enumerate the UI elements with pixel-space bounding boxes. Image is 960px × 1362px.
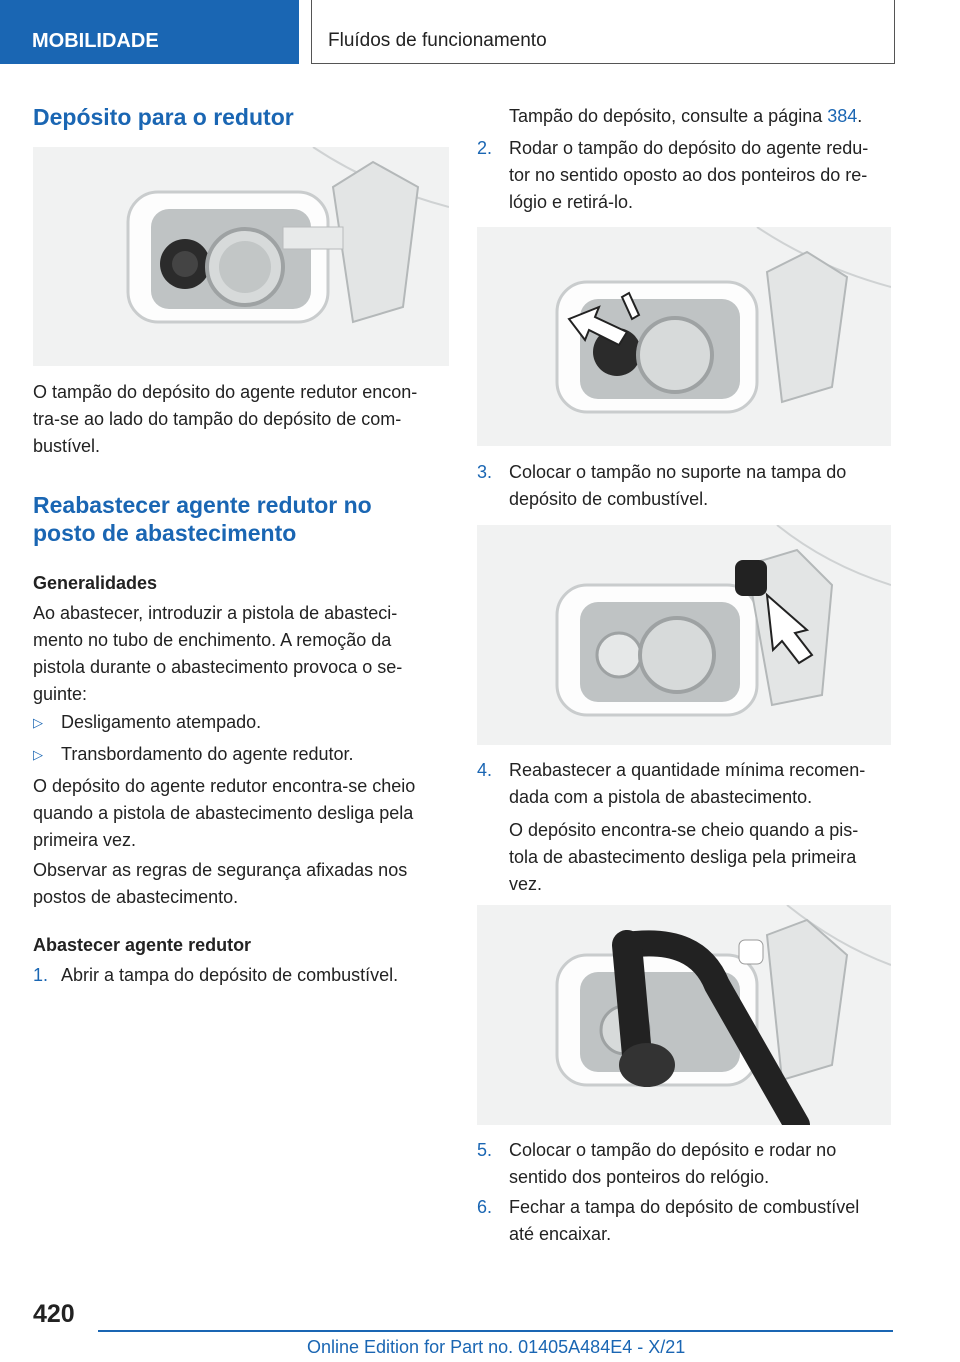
figure-cap-holder: [477, 525, 891, 745]
paragraph-cap-location: O tampão do depósito do agente redutor encon- tra-se ao lado do tampão do depósito de com- bustível.: [33, 382, 418, 456]
heading-reducer-tank: Depósito para o redutor: [33, 104, 294, 130]
section-title: MOBILIDADE: [0, 0, 299, 64]
page-header: [0, 0, 960, 66]
paragraph-refuel-general: Ao abastecer, introduzir a pistola de abasteci- mento no tubo de enchimento. A remoção da pistola durante o abastecimento provoca o se- guinte:: [33, 603, 403, 704]
paragraph-safety-rules: Observar as regras de segurança afixadas nos postos de abastecimento.: [33, 860, 408, 907]
page-number: 420: [33, 1300, 75, 1328]
list-item: ▷ Transbordamento do agente redutor.: [33, 741, 449, 768]
list-item: ▷ Desligamento atempado.: [33, 709, 449, 736]
subheading-refuel-reducer: Abastecer agente redutor: [33, 935, 252, 955]
subheading-general: Generalidades: [33, 573, 158, 593]
chapter-title: Fluídos de funcionamento: [311, 0, 895, 64]
step-4: 4. Reabastecer a quantidade mínima recomen- dada com a pistola de abastecimento.: [477, 760, 866, 807]
figure-refuel-nozzle: [477, 905, 891, 1125]
bullet-triangle-icon: ▷: [33, 715, 43, 730]
step-1: 1. Abrir a tampa do depósito de combustível.: [33, 965, 399, 985]
figure-fuel-flap-caps: [33, 147, 449, 366]
footer-divider: [98, 1330, 893, 1332]
paragraph-tank-full: O depósito do agente redutor encontra-se cheio quando a pistola de abastecimento desliga pela primeira vez.: [33, 776, 416, 850]
heading-refuel-station: Reabastecer agente redutor no posto de abastecimento: [33, 492, 372, 546]
figure-turn-cap: [477, 227, 891, 446]
page-link[interactable]: 384: [827, 106, 858, 126]
bullet-triangle-icon: ▷: [33, 747, 43, 762]
footer-edition: Online Edition for Part no. 01405A484E4 - X/21: [307, 1337, 686, 1357]
step-1-continuation: Tampão do depósito, consulte a página 384.: [509, 106, 863, 126]
step-6: 6. Fechar a tampa do depósito de combustível até encaixar.: [477, 1197, 860, 1244]
step-5: 5. Colocar o tampão do depósito e rodar no sentido dos ponteiros do relógio.: [477, 1140, 837, 1187]
step-3: 3. Colocar o tampão no suporte na tampa do depósito de combustível.: [477, 462, 847, 509]
step-4-note: O depósito encontra-se cheio quando a pis- tola de abastecimento desliga pela primeira vez.: [509, 820, 859, 894]
step-2: 2. Rodar o tampão do depósito do agente redu- tor no sentido oposto ao dos ponteiros do re- lógio e retirá-lo.: [477, 138, 869, 212]
